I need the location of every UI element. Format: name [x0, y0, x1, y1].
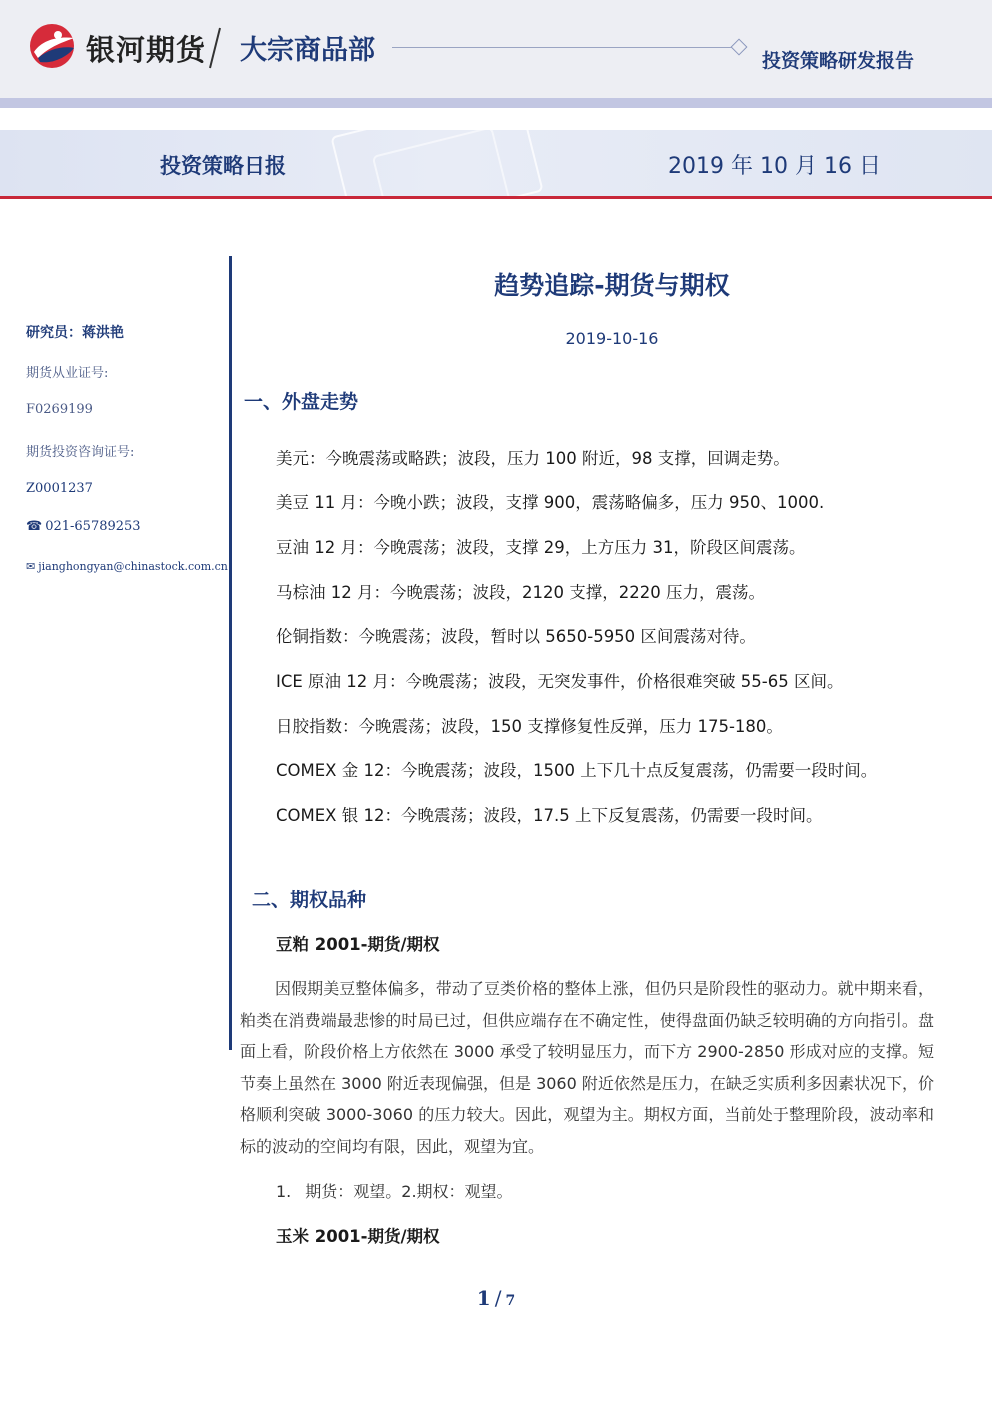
market-line-soybean: 美豆 11 月：今晚小跌；波段，支撑 900，震荡略偏多，压力 950、1000. [276, 493, 825, 512]
phone-number: 021-65789253 [45, 519, 141, 534]
diamond-icon [731, 39, 748, 56]
top-header [0, 0, 992, 98]
report-date: 2019 年 10 月 16 日 [668, 154, 881, 179]
slash-divider [208, 26, 222, 70]
page-separator: / [494, 1286, 502, 1310]
market-line-usd: 美元：今晚震荡或略跌；波段，压力 100 附近，98 支撑，回调走势。 [276, 449, 790, 468]
report-title: 投资策略日报 [160, 154, 286, 178]
page-number [0, 1286, 992, 1310]
mail-icon: ✉ [26, 560, 36, 573]
galaxy-logo-icon [28, 22, 78, 70]
phone-icon: ☎ [26, 519, 43, 534]
document-title: 趋势追踪-期货与期权 [494, 271, 730, 300]
section-heading-overseas: 一、外盘走势 [244, 391, 359, 413]
soymeal-view [276, 1179, 513, 1202]
item-title-corn: 玉米 2001-期货/期权 [276, 1227, 440, 1246]
consult-cert-number: Z0001237 [26, 481, 93, 496]
sidebar-divider [229, 256, 232, 1050]
futures-cert-label: 期货从业证号: [26, 366, 109, 381]
department-name: 大宗商品部 [240, 35, 375, 66]
consult-cert-label: 期货投资咨询证号: [26, 445, 135, 460]
section-heading-options: 二、期权品种 [252, 889, 367, 911]
document-date: 2019-10-16 [565, 329, 659, 348]
header-band [0, 98, 992, 108]
market-line-soyoil: 豆油 12 月：今晚震荡；波段，支撑 29，上方压力 31，阶段区间震荡。 [276, 538, 806, 557]
market-line-palm-oil: 马棕油 12 月：今晚震荡；波段，2120 支撑，2220 压力，震荡。 [276, 583, 765, 602]
email-row [26, 560, 228, 573]
analyst-name: 研究员：蒋洪艳 [26, 325, 124, 341]
current-page: 1 [476, 1286, 491, 1310]
red-rule [0, 196, 992, 199]
report-type: 投资策略研发报告 [762, 50, 915, 72]
email-address[interactable]: jianghongyan@chinastock.com.cn [38, 560, 228, 573]
total-pages: 7 [505, 1293, 516, 1309]
header-rule [392, 47, 732, 48]
view-text: 期货：观望。2.期权：观望。 [305, 1182, 513, 1201]
market-line-rubber: 日胶指数：今晚震荡；波段，150 支撑修复性反弹，压力 175-180。 [276, 717, 783, 736]
market-line-ice-crude: ICE 原油 12 月：今晚震荡；波段，无突发事件，价格很难突破 55-65 区间。 [276, 672, 844, 691]
market-line-comex-gold: COMEX 金 12：今晚震荡；波段，1500 上下几十点反复震荡，仍需要一段时间。 [276, 761, 878, 780]
view-list-number: 1. [276, 1182, 292, 1201]
item-title-soymeal: 豆粕 2001-期货/期权 [276, 935, 440, 954]
soymeal-analysis-paragraph: 因假期美豆整体偏多，带动了豆类价格的整体上涨，但仍只是阶段性的驱动力。就中期来看，粕类在消费端最悲惨的时局已过，但供应端存在不确定性，使得盘面仍缺乏较明确的方向指引。盘面上看，阶段价格上方依然在 3000 承受了较明显压力，而下方 2900-2850 形成对应的支撑。短节奏上虽然在 3000 附近表现偏强，但是 3060 附近依然是压力，在缺乏实质利多因素状况下，价格顺利突破 3000-3060 的压力较大。因此，观望为主。期权方面，当前处于整理阶段，波动率和标的波动的空间均有限，因此，观望为宜。 [240, 979, 934, 1156]
phone-row [26, 519, 141, 534]
futures-cert-number: F0269199 [26, 402, 93, 417]
market-line-lme-copper: 伦铜指数：今晚震荡；波段，暂时以 5650-5950 区间震荡对待。 [276, 627, 756, 646]
market-line-comex-silver: COMEX 银 12：今晚震荡；波段，17.5 上下反复震荡，仍需要一段时间。 [276, 806, 823, 825]
brand-name: 银河期货 [86, 33, 207, 67]
